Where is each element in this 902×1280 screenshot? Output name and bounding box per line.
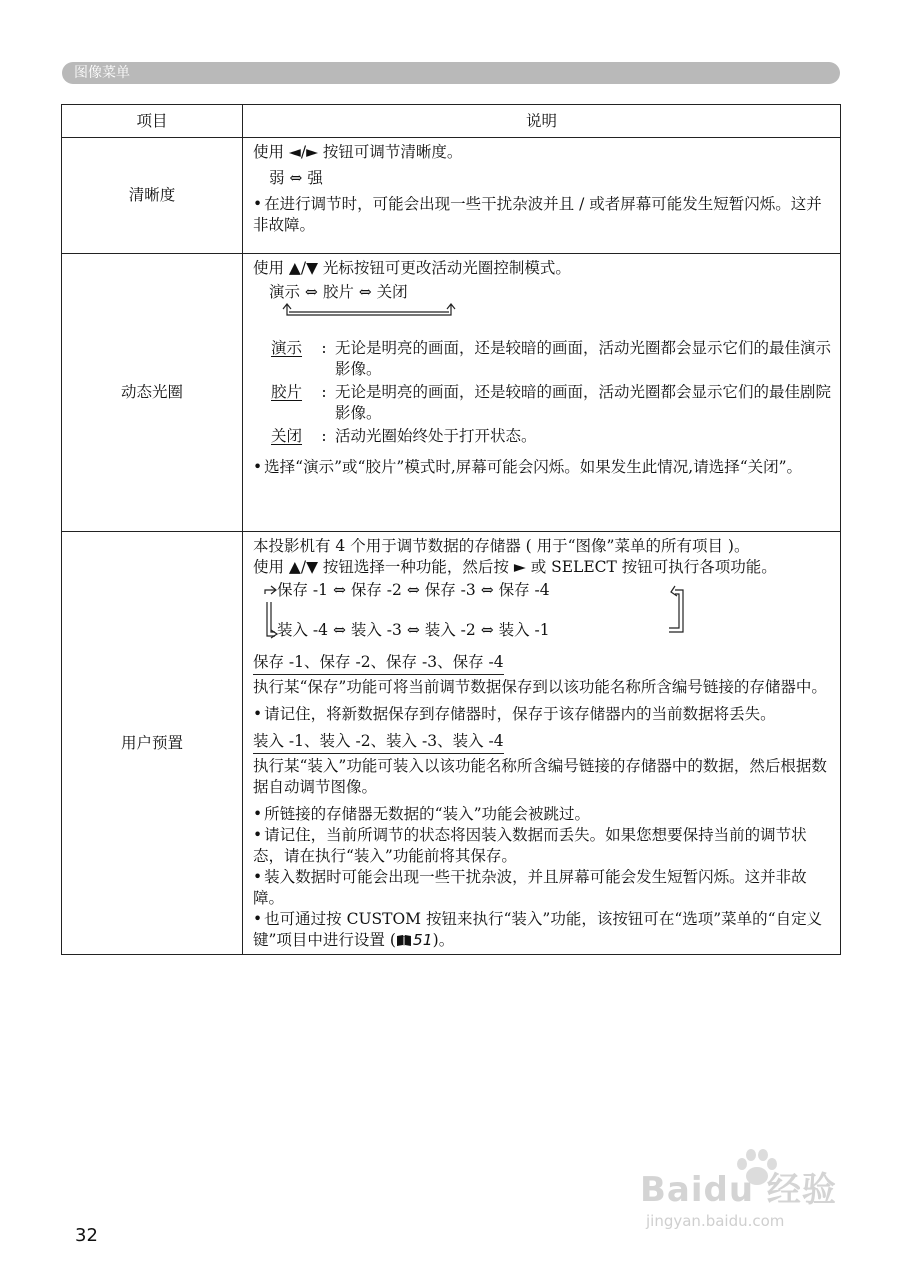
preset-cycle-diagram xyxy=(253,582,832,648)
iris-def-off xyxy=(271,426,832,447)
save-note-text: 请记住，将新数据保存到存储器时，保存于该存储器内的当前数据将丢失。 xyxy=(264,705,776,723)
table-row-user-preset xyxy=(62,532,841,955)
watermark-url: jingyan.baidu.com xyxy=(646,1212,785,1230)
def-text: 活动光圈始终处于打开状态。 xyxy=(335,427,537,445)
desc-active-iris xyxy=(243,254,841,532)
sharpness-usage: 使用 ◄/► 按钮可调节清晰度。 xyxy=(253,143,463,161)
iris-def-presentation xyxy=(271,338,832,380)
def-colon: : xyxy=(321,427,327,445)
def-text: 无论是明亮的画面，还是较暗的画面，活动光圈都会显示它们的最佳剧院影像。 xyxy=(335,383,832,422)
load-description: 执行某“装入”功能可装入以该功能名称所含编号链接的存储器中的数据，然后根据数据自动调节图像。 xyxy=(253,757,827,796)
iris-usage: 使用 ▲/▼ 光标按钮可更改活动光圈控制模式。 xyxy=(253,259,571,277)
page-number: 32 xyxy=(75,1225,98,1246)
load-heading: 装入 -1、装入 -2、装入 -3、装入 -4 xyxy=(253,731,504,754)
sharpness-note-text: 在进行调节时，可能会出现一些干扰杂波并且 / 或者屏幕可能发生短暂闪烁。这并非故障。 xyxy=(253,195,822,234)
iris-cycle-loop-arrow xyxy=(277,303,467,319)
desc-user-preset xyxy=(243,532,841,955)
sharpness-note xyxy=(253,194,832,236)
page-reference-number: 51 xyxy=(412,931,433,949)
preset-usage: 使用 ▲/▼ 按钮选择一种功能，然后按 ► 或 SELECT 按钮可执行各项功能。 xyxy=(253,558,777,576)
load-note-text: 请记住，当前所调节的状态将因装入数据而丢失。如果您想要保持当前的调节状态，请在执行“装入”功能前将其保存。 xyxy=(253,826,807,865)
table-row-sharpness xyxy=(62,138,841,254)
load-note xyxy=(253,825,832,867)
table-row-active-iris xyxy=(62,254,841,532)
custom-note-text: 也可通过按 CUSTOM 按钮来执行“装入”功能，该按钮可在“选项”菜单的“自定义键”项目中进行设置 ( xyxy=(253,910,823,949)
desc-sharpness xyxy=(243,138,841,254)
def-term: 胶片 xyxy=(271,383,303,401)
iris-note xyxy=(253,457,832,478)
item-active-iris: 动态光圈 xyxy=(62,254,243,532)
iris-note-text: 选择“演示”或“胶片”模式时,屏幕可能会闪烁。如果发生此情况,请选择“关闭”。 xyxy=(264,458,803,476)
save-cycle-text: 保存 -1 ⇔ 保存 -2 ⇔ 保存 -3 ⇔ 保存 -4 xyxy=(277,581,550,599)
section-title: 图像菜单 xyxy=(74,65,130,81)
image-menu-table xyxy=(61,104,841,955)
save-note xyxy=(253,704,832,725)
load-note xyxy=(253,804,832,825)
preset-intro: 本投影机有 4 个用于调节数据的存储器 ( 用于“图像”菜单的所有项目 )。 xyxy=(253,537,750,555)
iris-mode-cycle xyxy=(253,282,832,326)
load-note-text: 装入数据时可能会出现一些干扰杂波，并且屏幕可能会发生短暂闪烁。这并非故障。 xyxy=(253,868,807,907)
load-note xyxy=(253,867,832,909)
iris-def-film xyxy=(271,382,832,424)
book-icon xyxy=(396,934,412,947)
def-colon: : xyxy=(321,383,327,401)
item-sharpness: 清晰度 xyxy=(62,138,243,254)
header-description: 说明 xyxy=(243,105,841,138)
watermark-brand: Baidu 经验 xyxy=(640,1170,837,1210)
custom-note xyxy=(253,909,832,951)
page-reference-link[interactable] xyxy=(396,931,433,949)
def-term: 关闭 xyxy=(271,427,303,445)
custom-note-end: )。 xyxy=(432,931,455,949)
def-colon: : xyxy=(321,339,327,357)
iris-definitions xyxy=(253,338,832,447)
watermark xyxy=(640,1150,840,1240)
def-text: 无论是明亮的画面，还是较暗的画面，活动光圈都会显示它们的最佳演示影像。 xyxy=(335,339,832,378)
table-header-row xyxy=(62,105,841,138)
header-item: 项目 xyxy=(62,105,243,138)
item-user-preset: 用户预置 xyxy=(62,532,243,955)
load-note-text: 所链接的存储器无数据的“装入”功能会被跳过。 xyxy=(264,805,591,823)
def-term: 演示 xyxy=(271,339,303,357)
save-description: 执行某“保存”功能可将当前调节数据保存到以该功能名称所含编号链接的存储器中。 xyxy=(253,678,827,696)
sharpness-range: 弱 ⇔ 强 xyxy=(269,169,323,187)
load-cycle-text: 装入 -4 ⇔ 装入 -3 ⇔ 装入 -2 ⇔ 装入 -1 xyxy=(277,621,550,639)
save-heading: 保存 -1、保存 -2、保存 -3、保存 -4 xyxy=(253,652,504,675)
iris-cycle-text: 演示 ⇔ 胶片 ⇔ 关闭 xyxy=(269,283,408,301)
load-notes xyxy=(253,804,832,951)
section-title-bar xyxy=(62,62,840,84)
